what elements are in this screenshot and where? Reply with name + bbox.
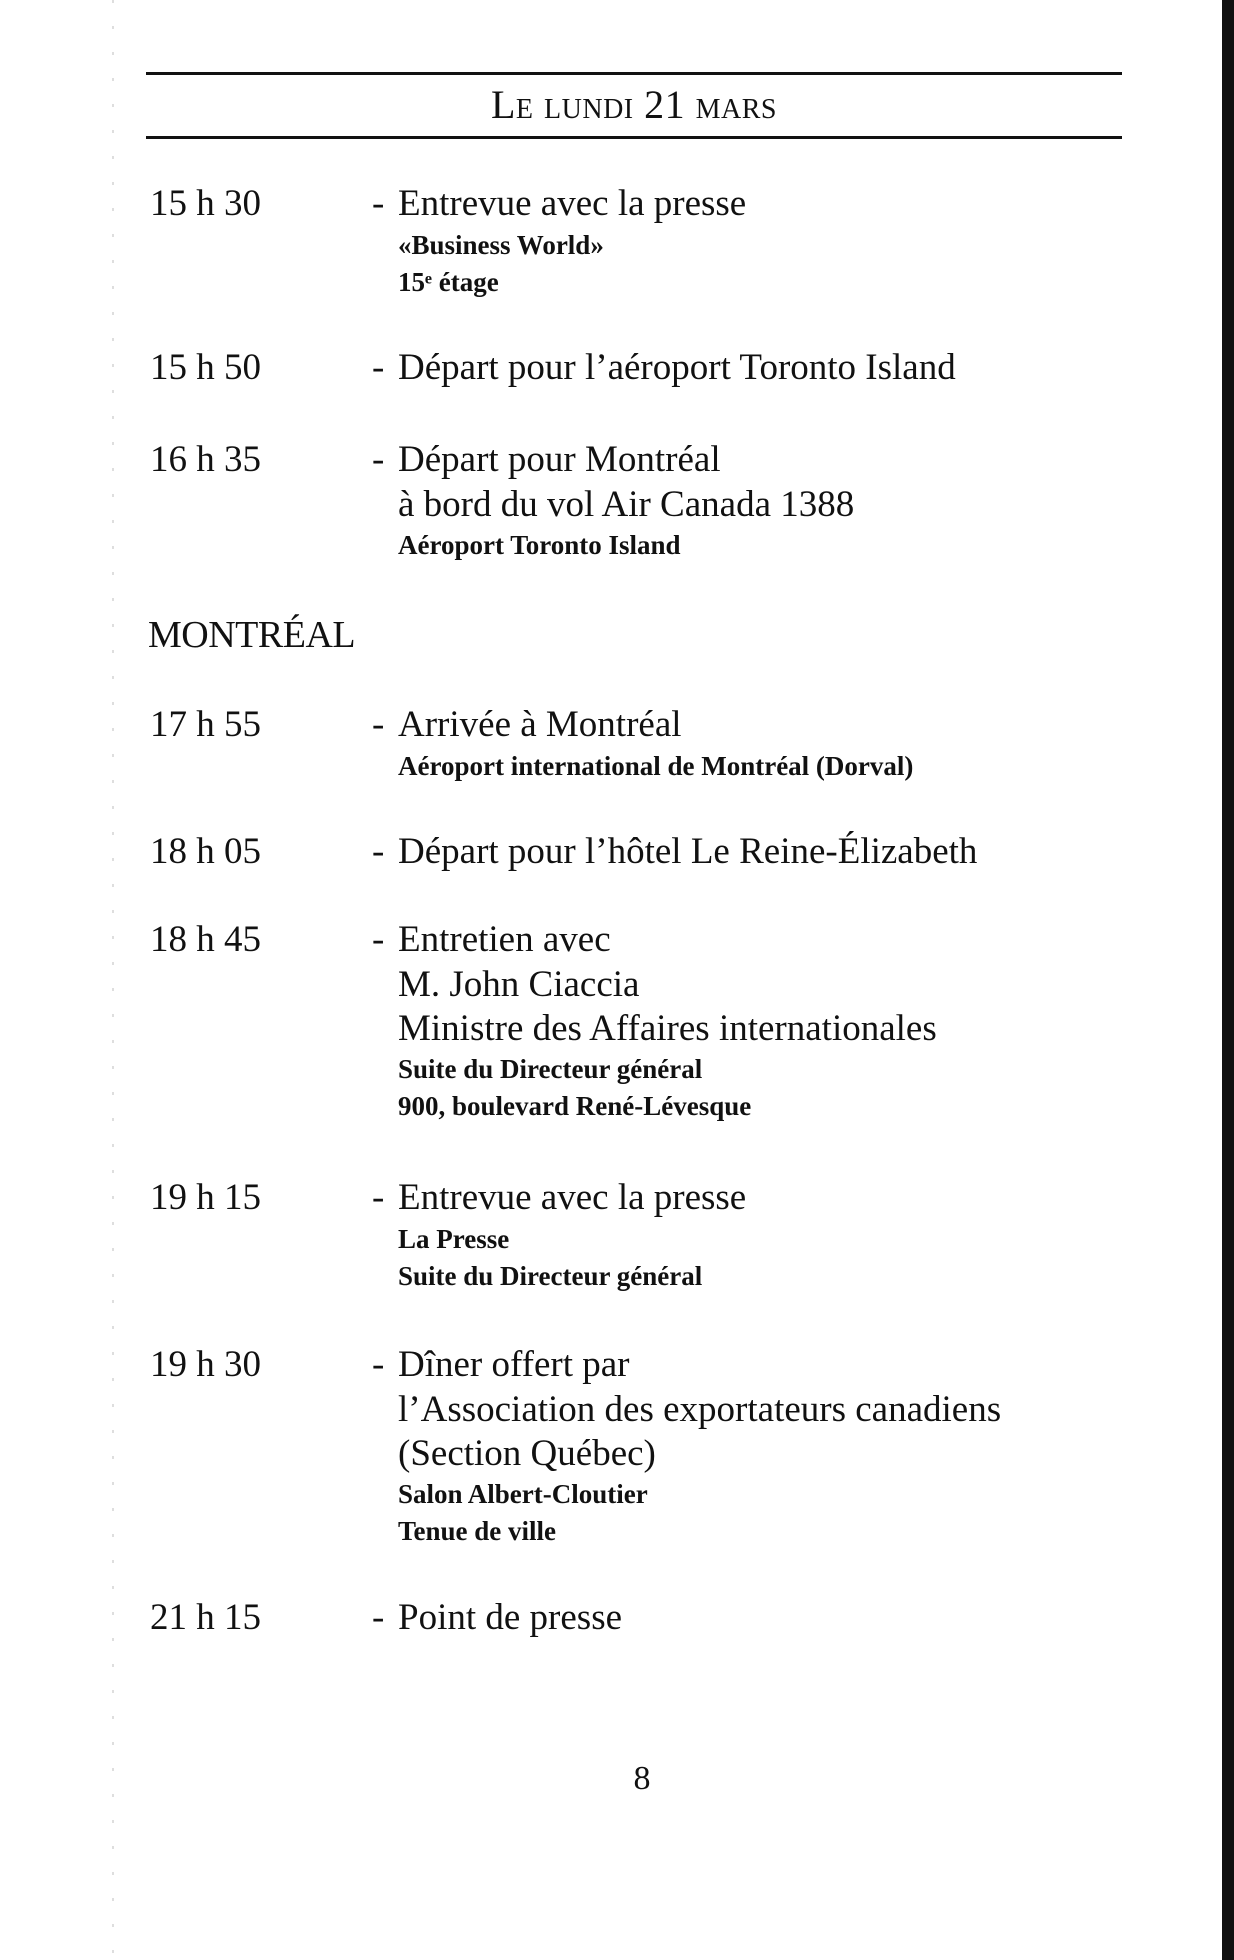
entry-line: (Section Québec) [398, 1433, 656, 1474]
entry-content [372, 437, 1132, 564]
entry-line: à bord du vol Air Canada 1388 [398, 484, 855, 525]
scan-right-border [1222, 0, 1234, 1960]
entry-detail: Tenue de ville [398, 1516, 557, 1546]
entry-time: 19 h 15 [150, 1177, 261, 1218]
entry-title-line [372, 829, 1132, 875]
entry-detail: Aéroport international de Montréal (Dorval) [398, 751, 914, 781]
entry-title-line [372, 1595, 1132, 1641]
entry-title: Dîner offert par [398, 1344, 630, 1385]
entry-detail: Suite du Directeur général [398, 1261, 703, 1291]
entry-time: 17 h 55 [150, 704, 261, 745]
dash-marker: - [372, 919, 385, 960]
entry-time: 18 h 45 [150, 919, 261, 960]
entry-title: Départ pour l’hôtel Le Reine-Élizabeth [398, 831, 978, 872]
entry-title-line [372, 1342, 1132, 1388]
entry-title: Entrevue avec la presse [398, 1177, 747, 1218]
entry-content [372, 917, 1132, 1125]
entry-content [372, 1175, 1132, 1295]
entry-detail: 15ᵉ étage [398, 267, 499, 297]
entry-title-line [372, 1175, 1132, 1221]
entry-title: Point de presse [398, 1597, 623, 1638]
entry-content [372, 702, 1132, 785]
entry-title-line [372, 345, 1132, 391]
entry-detail: 900, boulevard René-Lévesque [398, 1091, 752, 1121]
entry-title-line [372, 702, 1132, 748]
page-header: Le lundi 21 mars [491, 82, 777, 127]
scan-edge-speckle [112, 0, 114, 1960]
entry-time: 19 h 30 [150, 1344, 261, 1385]
entry-content [372, 1595, 1132, 1641]
entry-detail: «Business World» [398, 230, 604, 260]
entry-content [372, 1342, 1132, 1550]
entry-title: Départ pour l’aéroport Toronto Island [398, 347, 956, 388]
entry-detail: Suite du Directeur général [398, 1054, 703, 1084]
dash-marker: - [372, 1344, 385, 1385]
entry-title: Départ pour Montréal [398, 439, 721, 480]
dash-marker: - [372, 183, 385, 224]
entry-line: M. John Ciaccia [398, 964, 640, 1005]
entry-title-line [372, 181, 1132, 227]
entry-detail: Aéroport Toronto Island [398, 530, 681, 560]
header-bottom-rule [146, 136, 1122, 139]
entry-time: 18 h 05 [150, 831, 261, 872]
dash-marker: - [372, 439, 385, 480]
dash-marker: - [372, 347, 385, 388]
entry-line: l’Association des exportateurs canadiens [398, 1389, 1002, 1430]
section-heading: MONTRÉAL [148, 614, 356, 656]
entry-time: 16 h 35 [150, 439, 261, 480]
dash-marker: - [372, 704, 385, 745]
entry-title: Entrevue avec la presse [398, 183, 747, 224]
entry-title-line [372, 917, 1132, 963]
entry-time: 15 h 50 [150, 347, 261, 388]
entry-content [372, 345, 1132, 391]
header-top-rule [146, 72, 1122, 75]
entry-detail: Salon Albert-Cloutier [398, 1479, 648, 1509]
page-number: 8 [633, 1760, 651, 1797]
entry-content [372, 181, 1132, 301]
entry-title: Arrivée à Montréal [398, 704, 682, 745]
dash-marker: - [372, 831, 385, 872]
entry-detail: La Presse [398, 1224, 510, 1254]
entry-time: 21 h 15 [150, 1597, 261, 1638]
dash-marker: - [372, 1177, 385, 1218]
entry-time: 15 h 30 [150, 183, 261, 224]
entry-line: Ministre des Affaires internationales [398, 1008, 937, 1049]
entry-content [372, 829, 1132, 875]
dash-marker: - [372, 1597, 385, 1638]
entry-title-line [372, 437, 1132, 483]
entry-title: Entretien avec [398, 919, 611, 960]
